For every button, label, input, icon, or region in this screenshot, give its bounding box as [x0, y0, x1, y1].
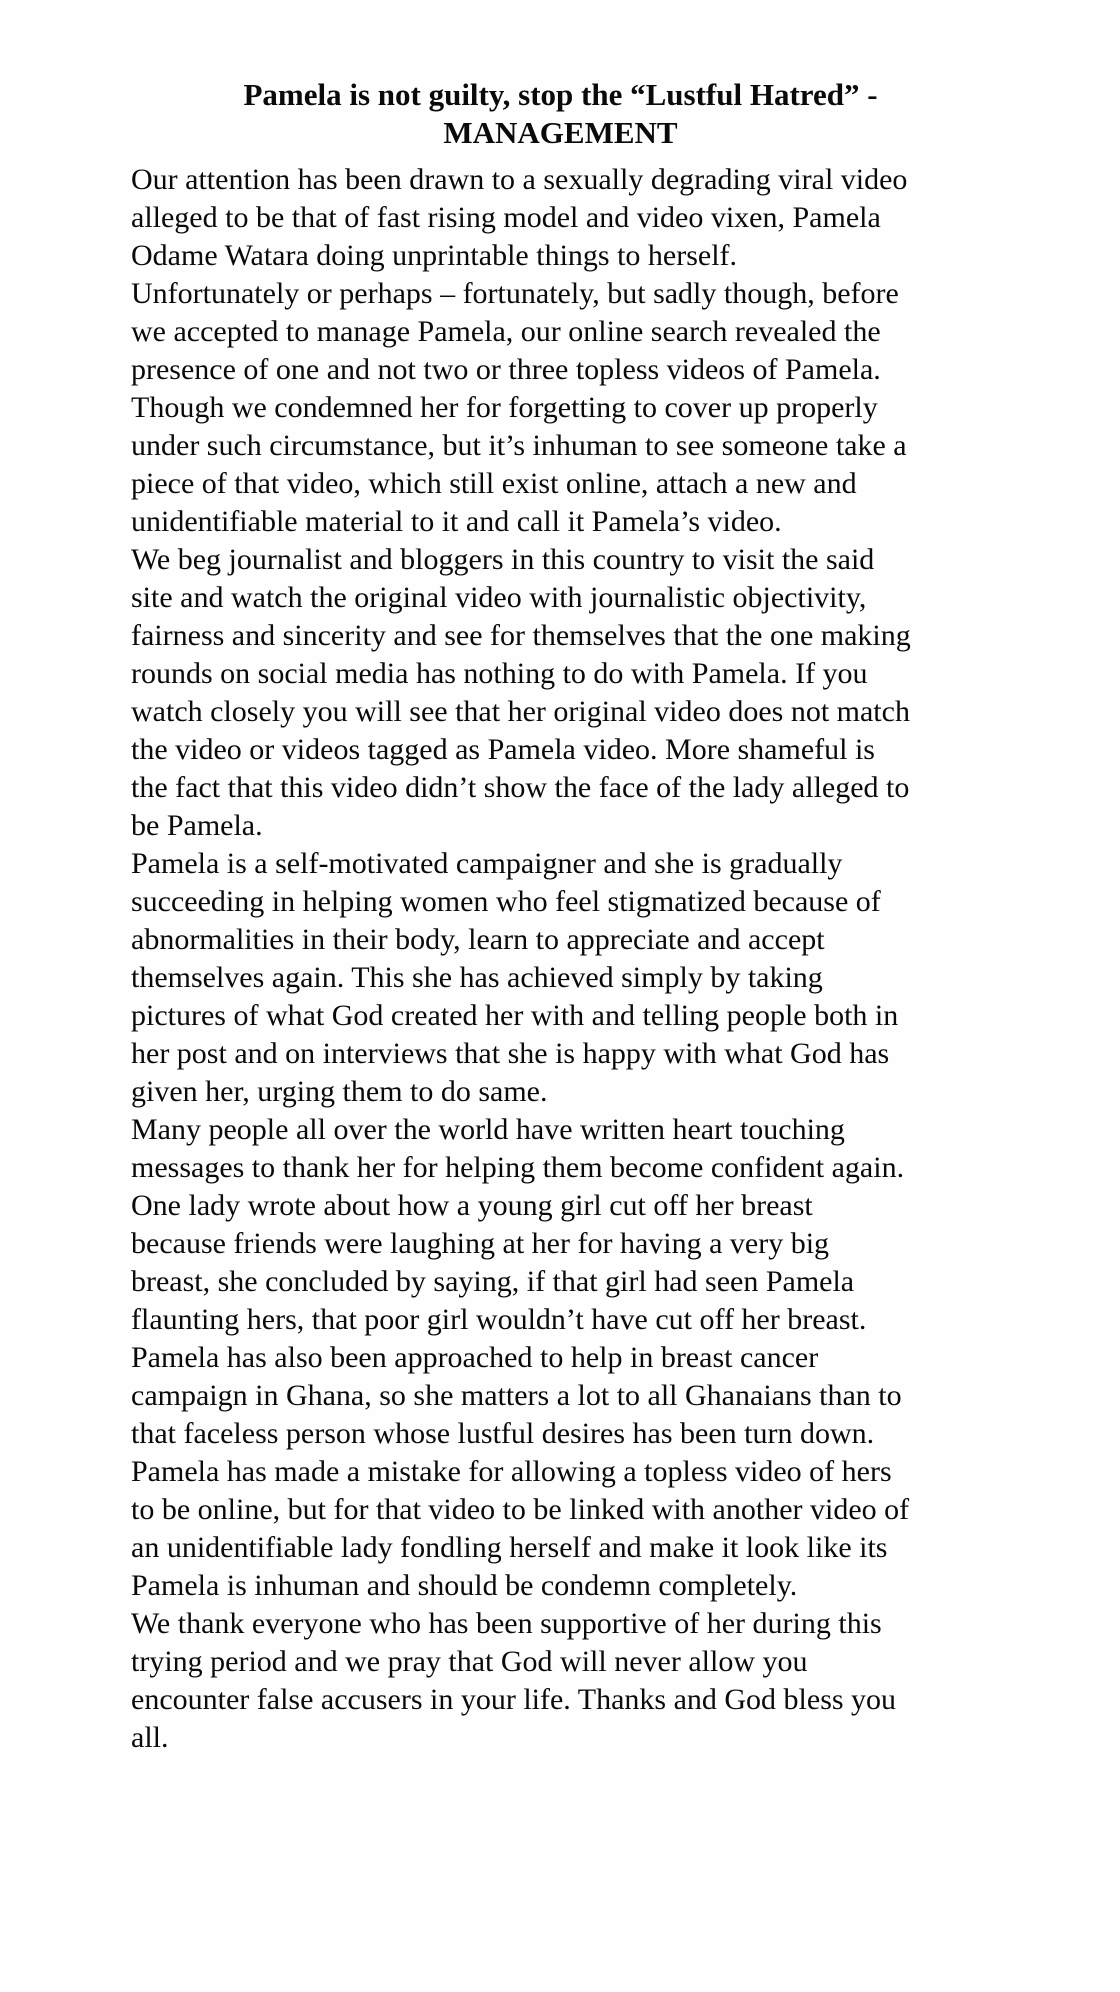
paragraph-6 — [131, 1111, 990, 1187]
paragraph-5 — [131, 845, 990, 1111]
text-line: site and watch the original video with journalistic objectivity, — [131, 581, 867, 614]
paragraph-7 — [131, 1187, 990, 1339]
text-line: all. — [131, 1721, 169, 1754]
text-line: we accepted to manage Pamela, our online search revealed the — [131, 315, 881, 348]
text-line: watch closely you will see that her original video does not match — [131, 695, 910, 728]
text-line: Pamela has made a mistake for allowing a topless video of hers — [131, 1455, 892, 1488]
text-line: We thank everyone who has been supportive of her during this — [131, 1607, 882, 1640]
paragraph-2 — [131, 275, 990, 389]
text-line: Our attention has been drawn to a sexually degrading viral video — [131, 163, 908, 196]
text-line: the fact that this video didn’t show the face of the lady alleged to — [131, 771, 910, 804]
text-line: fairness and sincerity and see for themselves that the one making — [131, 619, 911, 652]
paragraph-1 — [131, 161, 990, 275]
text-line: alleged to be that of fast rising model and video vixen, Pamela — [131, 201, 881, 234]
text-line: We beg journalist and bloggers in this country to visit the said — [131, 543, 875, 576]
text-line: an unidentifiable lady fondling herself and make it look like its — [131, 1531, 888, 1564]
text-line: encounter false accusers in your life. Thanks and God bless you — [131, 1683, 897, 1716]
text-line: breast, she concluded by saying, if that girl had seen Pamela — [131, 1265, 855, 1298]
text-line: abnormalities in their body, learn to appreciate and accept — [131, 923, 825, 956]
text-line: trying period and we pray that God will never allow you — [131, 1645, 808, 1678]
text-line: her post and on interviews that she is happy with what God has — [131, 1037, 890, 1070]
text-line: under such circumstance, but it’s inhuman to see someone take a — [131, 429, 907, 462]
text-line: succeeding in helping women who feel stigmatized because of — [131, 885, 881, 918]
title-line-2: MANAGEMENT — [443, 115, 678, 150]
paragraph-10 — [131, 1605, 990, 1757]
text-line: One lady wrote about how a young girl cut off her breast — [131, 1189, 813, 1222]
text-line: flaunting hers, that poor girl wouldn’t have cut off her breast. — [131, 1303, 867, 1336]
text-line: rounds on social media has nothing to do with Pamela. If you — [131, 657, 868, 690]
text-line: messages to thank her for helping them become confident again. — [131, 1151, 905, 1184]
text-line: that faceless person whose lustful desires has been turn down. — [131, 1417, 875, 1450]
text-line: unidentifiable material to it and call it Pamela’s video. — [131, 505, 782, 538]
text-line: because friends were laughing at her for having a very big — [131, 1227, 830, 1260]
text-line: Many people all over the world have written heart touching — [131, 1113, 845, 1146]
text-line: themselves again. This she has achieved simply by taking — [131, 961, 823, 994]
text-line: Though we condemned her for forgetting to cover up properly — [131, 391, 878, 424]
text-line: Pamela has also been approached to help in breast cancer — [131, 1341, 819, 1374]
title-line-1: Pamela is not guilty, stop the “Lustful Hatred” - — [243, 77, 878, 112]
text-line: be Pamela. — [131, 809, 263, 842]
paragraph-4 — [131, 541, 990, 845]
text-line: the video or videos tagged as Pamela video. More shameful is — [131, 733, 875, 766]
text-line: piece of that video, which still exist online, attach a new and — [131, 467, 857, 500]
text-line: given her, urging them to do same. — [131, 1075, 548, 1108]
text-line: Unfortunately or perhaps – fortunately, but sadly though, before — [131, 277, 899, 310]
paragraph-3 — [131, 389, 990, 541]
text-line: presence of one and not two or three topless videos of Pamela. — [131, 353, 881, 386]
paragraph-9 — [131, 1453, 990, 1605]
document-body — [131, 161, 990, 1757]
text-line: pictures of what God created her with and telling people both in — [131, 999, 899, 1032]
text-line: campaign in Ghana, so she matters a lot to all Ghanaians than to — [131, 1379, 902, 1412]
text-line: Odame Watara doing unprintable things to herself. — [131, 239, 738, 272]
text-line: Pamela is a self-motivated campaigner and she is gradually — [131, 847, 843, 880]
text-line: to be online, but for that video to be linked with another video of — [131, 1493, 910, 1526]
text-line: Pamela is inhuman and should be condemn completely. — [131, 1569, 798, 1602]
paragraph-8 — [131, 1339, 990, 1453]
document-title — [131, 76, 990, 152]
